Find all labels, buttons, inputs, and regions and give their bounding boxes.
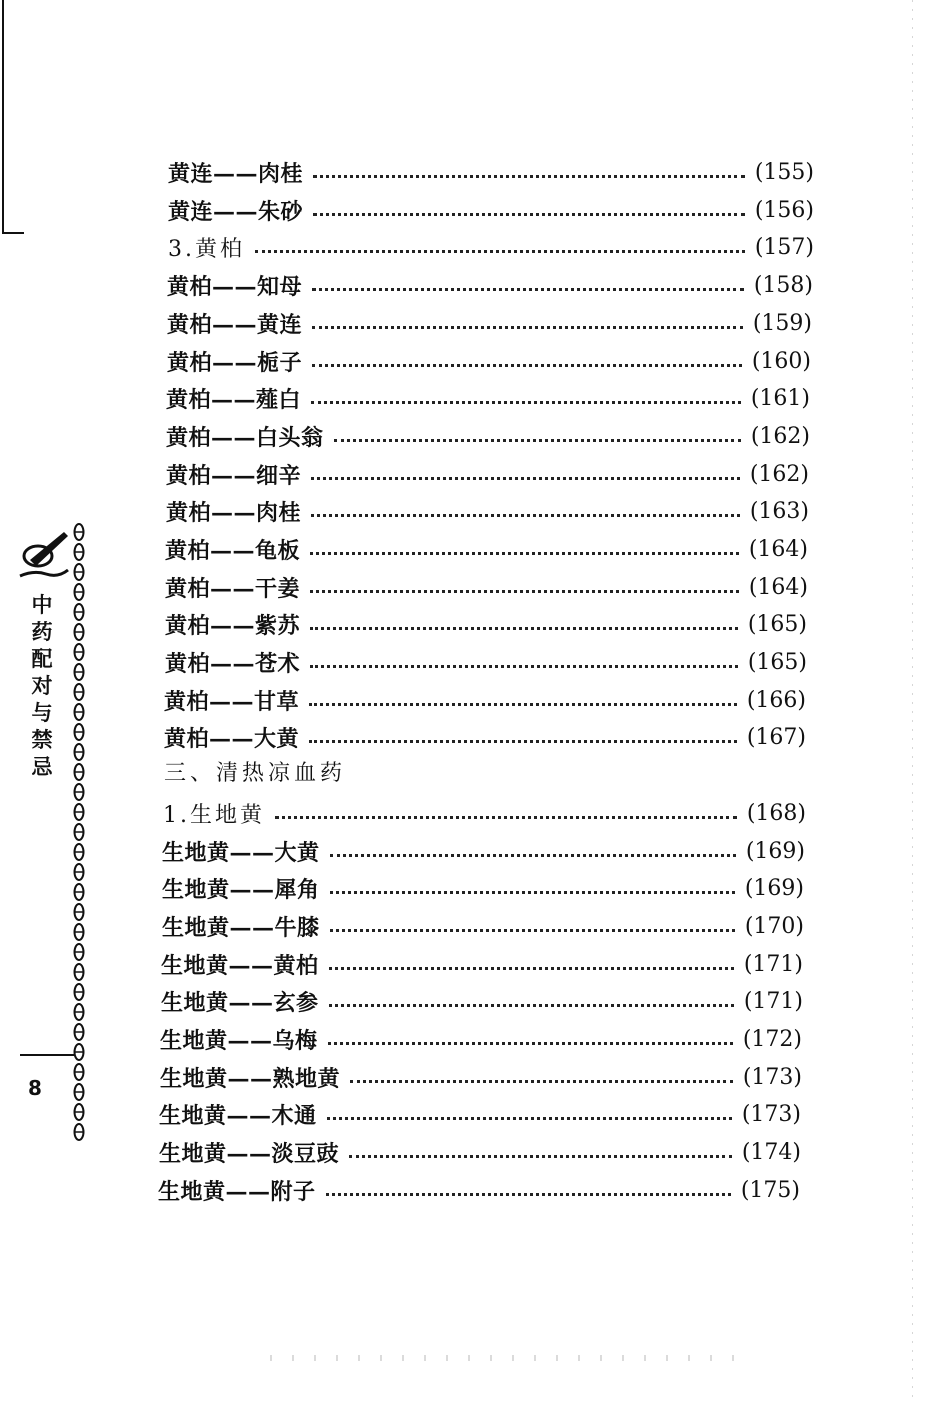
toc-entry xyxy=(164,682,806,718)
toc-entry xyxy=(168,154,814,190)
page-sidebar xyxy=(14,518,94,1138)
toc-entry xyxy=(160,1059,802,1095)
toc-label: 黄柏——栀子 xyxy=(167,349,303,376)
page-number: 8 xyxy=(28,1076,42,1100)
toc-page: (161) xyxy=(750,385,810,411)
dot-leader xyxy=(349,1155,732,1158)
toc-page: (162) xyxy=(750,423,810,449)
dot-leader xyxy=(313,175,745,178)
toc-entry xyxy=(168,192,814,228)
toc-page: (155) xyxy=(754,159,814,185)
toc-section-heading xyxy=(164,753,806,789)
dot-leader xyxy=(329,967,734,970)
toc-page: (175) xyxy=(740,1177,800,1203)
dot-leader xyxy=(311,401,741,404)
toc-entry xyxy=(159,1134,801,1170)
toc-entry xyxy=(168,229,814,265)
toc-entry xyxy=(165,606,807,642)
toc-page: (169) xyxy=(744,875,804,901)
toc-label: 3.黄柏 xyxy=(168,236,245,262)
scan-specks xyxy=(270,1355,750,1361)
toc-label: 黄柏——薤白 xyxy=(166,386,302,413)
toc-label: 生地黄——熟地黄 xyxy=(160,1065,341,1092)
toc-page: (163) xyxy=(749,498,809,524)
toc-page: (157) xyxy=(754,234,814,260)
toc-page: (162) xyxy=(749,461,809,487)
toc-label: 生地黄——大黄 xyxy=(162,839,320,866)
toc-label: 黄柏——苍术 xyxy=(165,650,301,677)
dot-leader xyxy=(310,552,739,555)
toc-page: (165) xyxy=(747,649,807,675)
dot-leader xyxy=(309,703,737,706)
toc-label: 黄柏——龟板 xyxy=(165,537,301,564)
dot-leader xyxy=(312,326,743,329)
dot-leader xyxy=(330,891,735,894)
dot-leader xyxy=(310,627,738,630)
dot-leader xyxy=(311,514,740,517)
toc-entry xyxy=(163,795,806,831)
toc-page: (174) xyxy=(741,1139,801,1165)
toc-page: (160) xyxy=(751,348,811,374)
toc-label: 黄柏——肉桂 xyxy=(166,499,302,526)
dot-leader xyxy=(328,1042,733,1045)
toc-label: 黄连——朱砂 xyxy=(168,198,304,225)
toc-entry xyxy=(159,1096,801,1132)
toc-label: 黄柏——细辛 xyxy=(166,462,302,489)
book-title: 中药配对与禁忌 xyxy=(31,593,53,779)
toc-entry xyxy=(165,644,807,680)
toc-entry xyxy=(165,531,808,567)
toc-entry xyxy=(162,908,804,944)
toc-entry xyxy=(167,343,811,379)
chain-ornament xyxy=(72,522,86,1142)
dot-leader xyxy=(310,665,738,668)
dot-leader xyxy=(313,213,745,216)
toc-label: 生地黄——附子 xyxy=(158,1178,316,1205)
toc-entry xyxy=(158,1172,800,1208)
toc-entry xyxy=(162,870,804,906)
toc-entry xyxy=(160,1021,802,1057)
toc-page: (167) xyxy=(746,724,806,750)
dot-leader xyxy=(326,1193,731,1196)
toc-label: 生地黄——木通 xyxy=(159,1102,317,1129)
toc-page: (170) xyxy=(744,913,804,939)
toc-label: 黄柏——黄连 xyxy=(167,311,303,338)
toc-label: 黄柏——白头翁 xyxy=(166,424,324,451)
dot-leader xyxy=(309,740,737,743)
toc-page: (159) xyxy=(752,310,812,336)
toc-label: 黄连——肉桂 xyxy=(168,160,304,187)
dot-leader xyxy=(334,439,741,442)
toc-entry xyxy=(166,456,809,492)
toc-label: 黄柏——知母 xyxy=(167,273,303,300)
toc-page: (168) xyxy=(746,800,806,826)
toc-label: 生地黄——乌梅 xyxy=(160,1027,318,1054)
dot-leader xyxy=(311,477,740,480)
toc-entry xyxy=(166,418,810,454)
toc-page: (164) xyxy=(748,574,808,600)
toc-page: (173) xyxy=(741,1101,801,1127)
toc-entry xyxy=(166,493,809,529)
toc-entry xyxy=(167,305,812,341)
toc-entry xyxy=(161,983,803,1019)
toc-entry xyxy=(167,267,813,303)
toc-page: (171) xyxy=(743,951,803,977)
dot-leader xyxy=(350,1080,733,1083)
toc-label: 生地黄——牛膝 xyxy=(162,914,320,941)
page-number-rule xyxy=(20,1054,74,1056)
toc-label: 三、清热凉血药 xyxy=(164,760,347,786)
dot-leader xyxy=(330,929,735,932)
toc-entry xyxy=(161,946,803,982)
quill-pen-icon xyxy=(16,526,70,586)
toc-page: (165) xyxy=(747,611,807,637)
dot-leader xyxy=(327,1117,732,1120)
toc-label: 生地黄——黄柏 xyxy=(161,952,319,979)
dot-leader xyxy=(275,816,737,819)
toc-page: (156) xyxy=(754,197,814,223)
toc-entry xyxy=(164,719,806,755)
toc-entry xyxy=(166,380,810,416)
dot-leader xyxy=(310,590,739,593)
toc-page: (173) xyxy=(742,1064,802,1090)
toc-label: 1.生地黄 xyxy=(163,802,265,828)
toc-page: (166) xyxy=(746,687,806,713)
toc-entry xyxy=(165,569,808,605)
toc-entry xyxy=(162,833,805,869)
dot-leader xyxy=(329,1004,734,1007)
toc-page: (164) xyxy=(748,536,808,562)
toc-page: (172) xyxy=(742,1026,802,1052)
toc-label: 黄柏——甘草 xyxy=(164,688,300,715)
toc-label: 黄柏——紫苏 xyxy=(165,612,301,639)
toc-label: 黄柏——干姜 xyxy=(165,575,301,602)
dot-leader xyxy=(312,364,742,367)
toc-page: (169) xyxy=(745,838,805,864)
dot-leader xyxy=(255,250,745,253)
toc-page: (158) xyxy=(753,272,813,298)
toc-page: (171) xyxy=(743,988,803,1014)
dot-leader xyxy=(330,854,736,857)
toc-label: 黄柏——大黄 xyxy=(164,725,300,752)
dot-leader xyxy=(312,288,744,291)
toc-label: 生地黄——淡豆豉 xyxy=(159,1140,340,1167)
toc-label: 生地黄——玄参 xyxy=(161,989,319,1016)
toc-label: 生地黄——犀角 xyxy=(162,876,320,903)
